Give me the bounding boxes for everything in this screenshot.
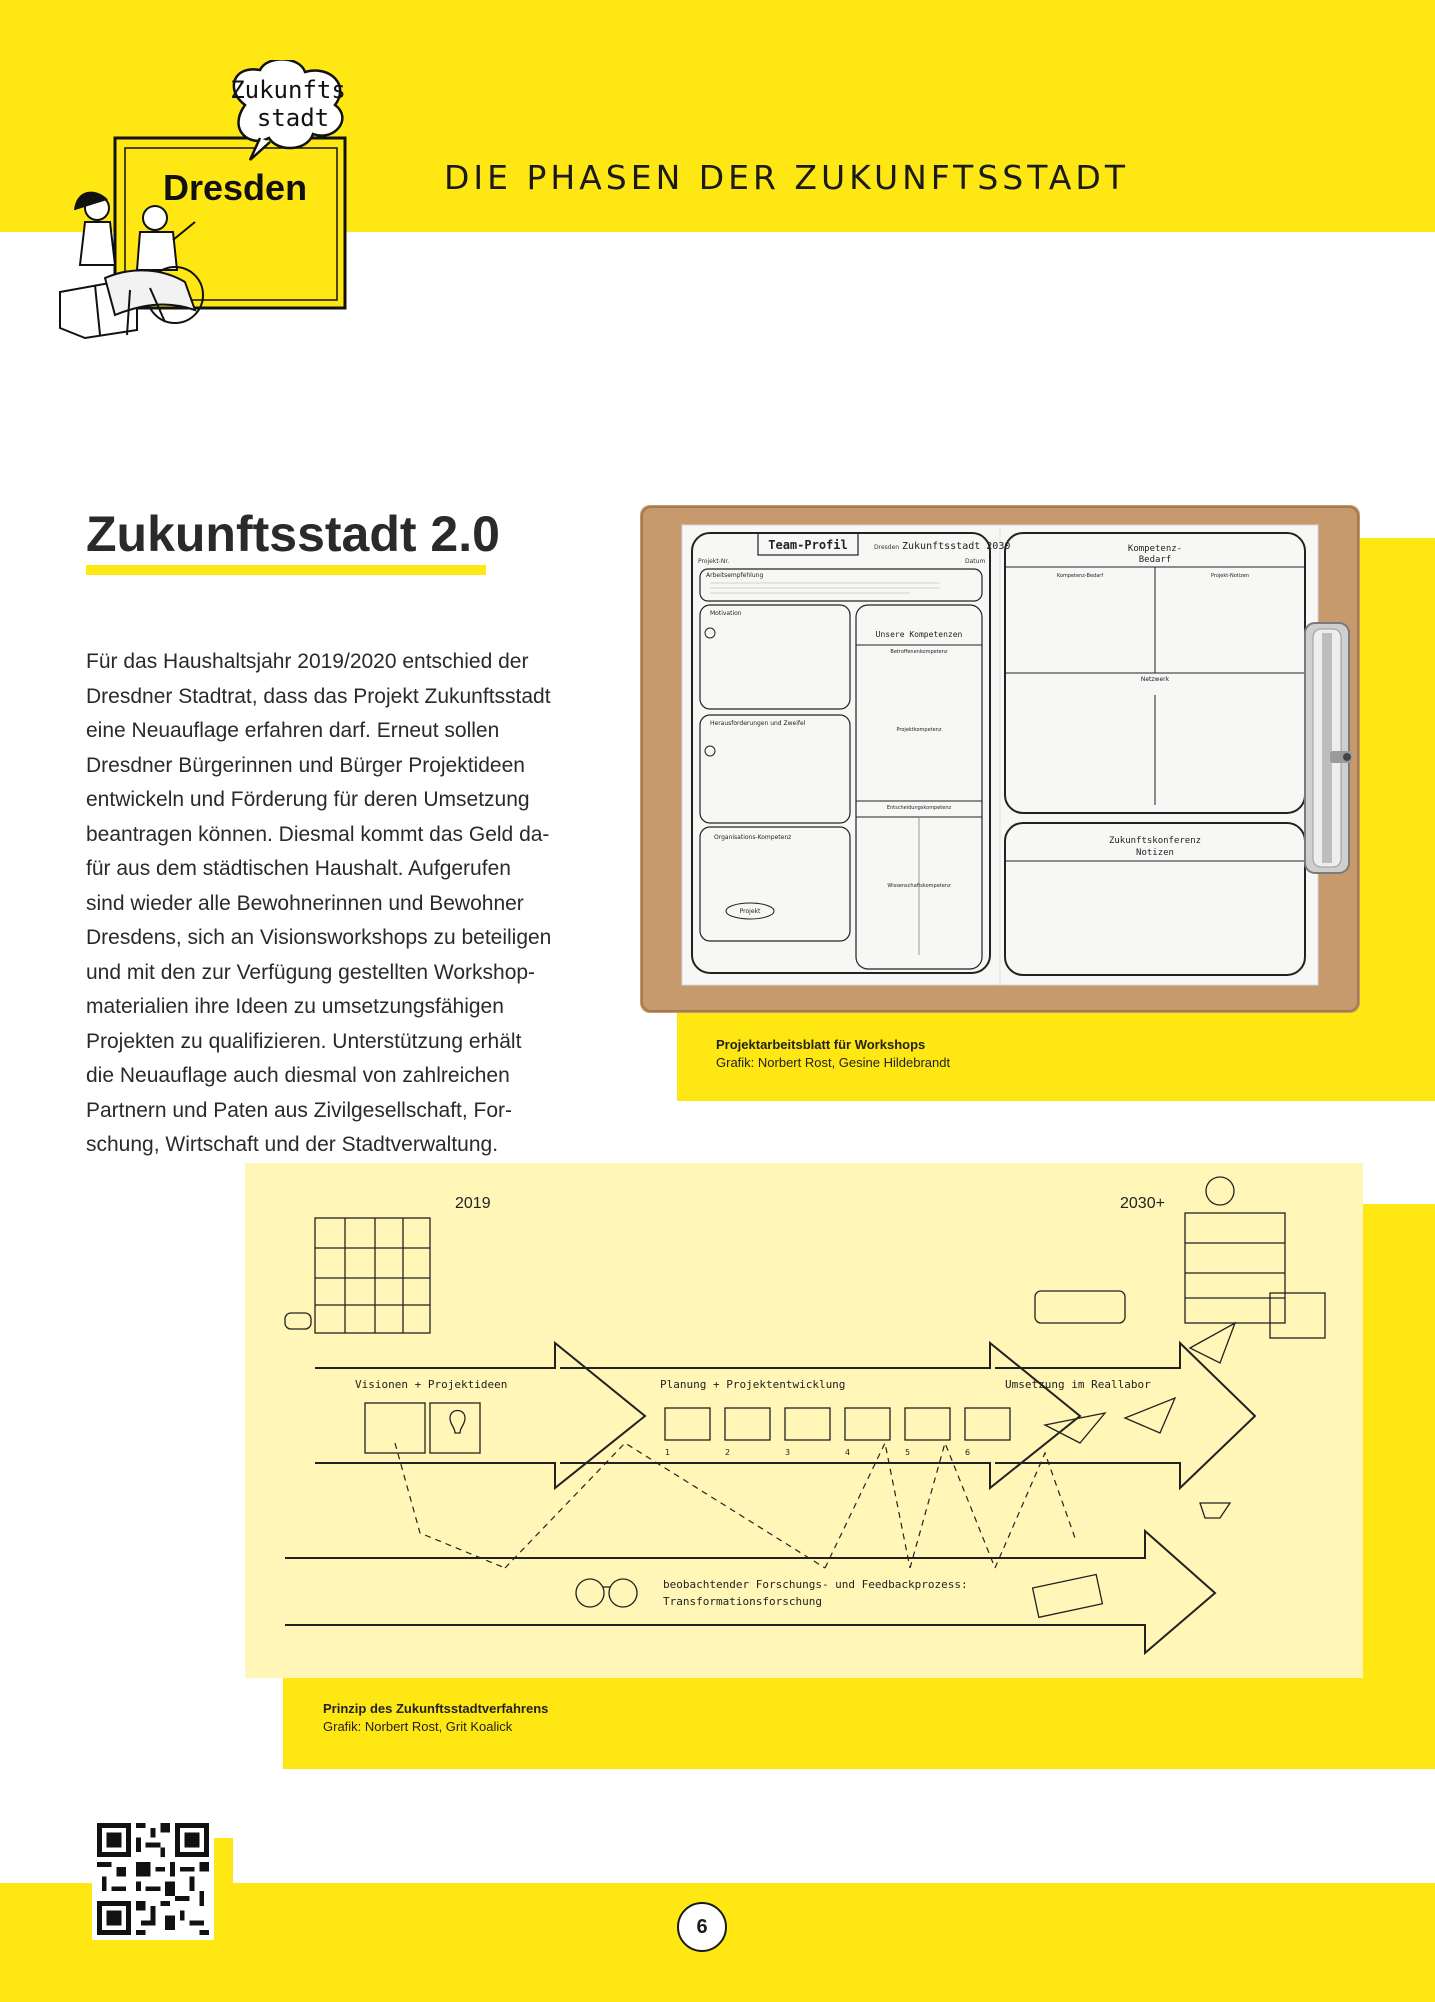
process-diagram [245,1163,1363,1678]
body-text [86,645,576,1163]
phase2-label: Planung + Projektentwicklung [660,1378,846,1391]
body-line: eine Neuauflage erfahren darf. Erneut sollen [86,719,500,742]
ws-datum: Datum [965,558,986,565]
section-heading: Zukunftsstadt 2.0 [86,506,500,562]
year-end: 2030+ [1120,1195,1165,1212]
body-line: schung, Wirtschaft und der Stadtverwaltung. [86,1133,499,1156]
step-number: 3 [785,1448,791,1457]
ws-kompetenz-bedarf-2: Bedarf [1138,555,1172,565]
ws-organisationskompetenz: Organisations-Kompetenz [714,834,792,841]
page-title: DIE PHASEN DER ZUKUNFTSSTADT [444,158,1129,197]
ws-projekt-nr: Projekt-Nr. [698,558,730,565]
body-line: entwickeln und Förderung für deren Umsetzung [86,788,530,811]
body-line: Partnern und Paten aus Zivilgesellschaft, For- [86,1098,513,1122]
body-line: und mit den zur Verfügung gestellten Workshop- [86,960,536,984]
zukunftsstadt-dresden-logo [55,60,355,350]
logo-city: Dresden [163,167,308,208]
ws-team-profil: Team-Profil [768,538,848,552]
logo-cloud-line2: stadt [256,104,330,132]
ws-zukunftsstadt-2030: Zukunftsstadt 2030 [902,541,1011,552]
ws-konferenz-2: Notizen [1136,848,1174,858]
ws-herausforderungen: Herausforderungen und Zweifel [710,720,806,727]
body-line: Dresdner Stadtrat, dass das Projekt Zukunftsstadt [86,684,551,708]
heading-underline [86,565,486,575]
body-line: die Neuauflage auch diesmal von zahlreichen [86,1064,510,1087]
ws-netzwerk: Netzwerk [1140,676,1170,683]
year-start: 2019 [455,1195,491,1212]
research-line2: Transformationsforschung [663,1595,822,1608]
ws-projekt-notizen: Projekt-Notizen [1210,573,1250,579]
body-line: Dresdens, sich an Visionsworkshops zu beteiligen [86,926,552,949]
body-line: Für das Haushaltsjahr 2019/2020 entschied der [86,650,529,673]
ws-wissenschaftskompetenz: Wissenschaftskompetenz [887,883,951,889]
ws-kompetenz-bedarf-1: Kompetenz- [1127,544,1183,554]
ws-entscheidungskompetenz: Entscheidungskompetenz [886,805,952,811]
ws-dresden: Dresden [874,544,900,551]
figure2-caption [323,1700,548,1736]
figure2-caption-credit: Grafik: Norbert Rost, Grit Koalick [323,1719,513,1734]
step-number: 5 [905,1448,911,1457]
body-line: für aus dem städtischen Haushalt. Aufgerufen [86,857,511,880]
ws-arbeitsempfehlung: Arbeitsempfehlung [706,572,764,579]
step-number: 6 [965,1448,971,1457]
ws-motivation: Motivation [710,610,742,617]
ws-kompetenz-bedarf-col: Kompetenz-Bedarf [1056,573,1104,579]
figure1-caption-title: Projektarbeitsblatt für Workshops [716,1037,926,1052]
step-number: 4 [845,1448,851,1457]
ws-unsere-kompetenzen: Unsere Kompetenzen [875,630,963,639]
figure2-caption-title: Prinzip des Zukunftsstadtverfahrens [323,1701,549,1716]
page-number: 6 [677,1902,727,1952]
body-line: materialien ihre Ideen zu umsetzungsfähigen [86,995,504,1018]
body-line: Projekten zu qualifizieren. Unterstützung erhält [86,1029,522,1053]
qr-code[interactable] [92,1818,214,1940]
ws-projektkompetenz: Projektkompetenz [896,727,942,733]
ws-betroffenenkompetenz: Betroffenenkompetenz [890,649,948,655]
phase1-label: Visionen + Projektideen [355,1378,508,1391]
step-number: 1 [665,1448,671,1457]
phase3-label: Umsetzung im Reallabor [1005,1378,1151,1391]
logo-cloud-line1: Zukunfts [230,76,346,104]
ws-projekt: Projekt [739,908,761,915]
ws-konferenz-1: Zukunftskonferenz [1108,836,1202,846]
body-line: Dresdner Bürgerinnen und Bürger Projektideen [86,753,525,777]
figure1-caption-credit: Grafik: Norbert Rost, Gesine Hildebrandt [716,1055,951,1070]
body-line: beantragen können. Diesmal kommt das Geld da- [86,822,550,846]
body-line: sind wieder alle Bewohnerinnen und Bewohner [86,891,524,915]
step-number: 2 [725,1448,731,1457]
worksheet-clipboard-image [640,505,1360,1013]
research-line1: beobachtender Forschungs- und Feedbackprozess: [663,1578,968,1591]
figure1-caption [716,1036,950,1072]
